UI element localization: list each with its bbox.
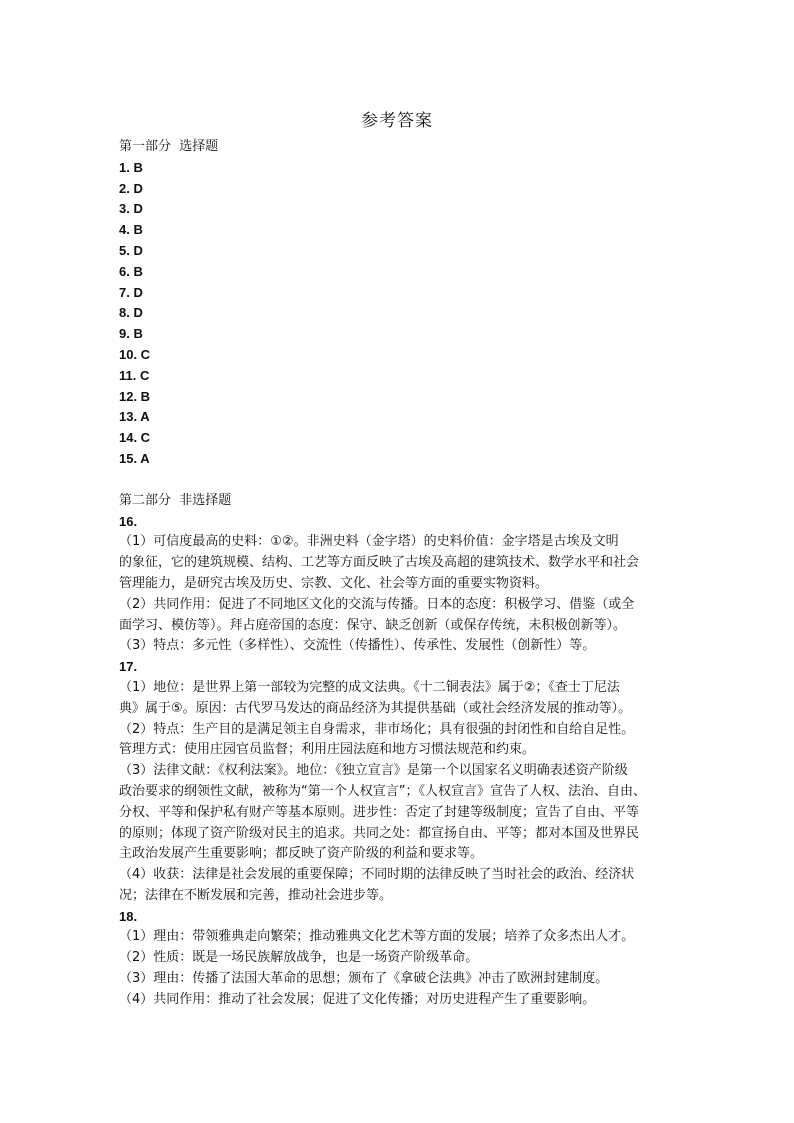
answer-line: 分权、平等和保护私有财产等基本原则。进步性：否定了封建等级制度；宣告了自由、平等 bbox=[119, 804, 640, 820]
question-number: 18. bbox=[119, 908, 138, 924]
choice-answer: 9. B bbox=[119, 326, 143, 342]
answer-line: （4）共同作用：推动了社会发展；促进了文化传播；对历史进程产生了重要影响。 bbox=[119, 991, 596, 1007]
choice-answer-list bbox=[119, 158, 679, 470]
part2-heading: 第二部分 非选择题 bbox=[119, 492, 232, 508]
answer-line: （2）共同作用：促进了不同地区文化的交流与传播。日本的态度：积极学习、借鉴（或全 bbox=[119, 596, 635, 612]
choice-answer: 13. A bbox=[119, 409, 150, 425]
choice-answer: 7. D bbox=[119, 284, 143, 300]
section-gap bbox=[119, 470, 679, 491]
answer-line: 典》属于⑤。原因：古代罗马发达的商品经济为其提供基础（或社会经济发展的推动等）。 bbox=[119, 700, 632, 716]
choice-answer: 6. B bbox=[119, 263, 143, 279]
answer-line: （4）收获：法律是社会发展的重要保障；不同时期的法律反映了当时社会的政治、经济状 bbox=[119, 867, 635, 883]
choice-answer: 12. B bbox=[119, 388, 151, 404]
answer-line: 的原则；体现了资产阶级对民主的追求。共同之处：都宣扬自由、平等；都对本国及世界民 bbox=[119, 825, 640, 841]
question-16 bbox=[119, 512, 679, 658]
question-17 bbox=[119, 657, 679, 907]
answer-line: （2）性质：既是一场民族解放战争，也是一场资产阶级革命。 bbox=[119, 950, 479, 966]
answer-line: （3）理由：传播了法国大革命的思想；颁布了《拿破仑法典》冲击了欧洲封建制度。 bbox=[119, 971, 609, 987]
answer-line: 管理能力，是研究古埃及历史、宗教、文化、社会等方面的重要实物资料。 bbox=[119, 575, 549, 591]
answer-content bbox=[119, 137, 679, 1011]
choice-answer: 11. C bbox=[119, 367, 150, 383]
question-number: 17. bbox=[119, 659, 138, 675]
choice-answer: 2. D bbox=[119, 180, 143, 196]
choice-answer: 10. C bbox=[119, 346, 151, 362]
choice-answer: 14. C bbox=[119, 430, 151, 446]
choice-answer: 3. D bbox=[119, 201, 143, 217]
answer-line: 况；法律在不断发展和完善，推动社会进步等。 bbox=[119, 887, 393, 903]
answer-line: 主政治发展产生重要影响；都反映了资产阶级的利益和要求等。 bbox=[119, 846, 484, 862]
question-number: 16. bbox=[119, 513, 138, 529]
answer-line: （2）特点：生产目的是满足领主自身需求，非市场化；具有很强的封闭性和自给自足性。 bbox=[119, 721, 635, 737]
answer-line: （1）理由：带领雅典走向繁荣；推动雅典文化艺术等方面的发展；培养了众多杰出人才。 bbox=[119, 929, 635, 945]
choice-answer: 4. B bbox=[119, 222, 143, 238]
choice-answer: 8. D bbox=[119, 305, 143, 321]
part1-heading: 第一部分 选择题 bbox=[119, 139, 219, 154]
page-title: 参考答案 bbox=[361, 111, 433, 131]
answer-line: （1）地位：是世界上第一部较为完整的成文法典。《十二铜表法》属于②；《查士丁尼法 bbox=[119, 679, 620, 695]
answer-line: 管理方式：使用庄园官员监督；利用庄园法庭和地方习惯法规范和约束。 bbox=[119, 742, 536, 758]
question-18 bbox=[119, 907, 679, 1011]
answer-line: （3）特点：多元性（多样性）、交流性（传播性）、传承性、发展性（创新性）等。 bbox=[119, 638, 596, 654]
choice-answer: 15. A bbox=[119, 450, 150, 466]
answer-line: 的象征，它的建筑规模、结构、工艺等方面反映了古埃及高超的建筑技术、数学水平和社会 bbox=[119, 555, 640, 571]
answer-line: 政治要求的纲领性文献，被称为“第一个人权宣言”；《人权宣言》宣告了人权、法治、自由、 bbox=[119, 783, 646, 799]
answer-line: （1）可信度最高的史料：①②。非洲史料（金字塔）的史料价值：金字塔是古埃及文明 bbox=[119, 534, 619, 550]
choice-answer: 1. B bbox=[119, 159, 143, 175]
choice-answer: 5. D bbox=[119, 242, 143, 258]
answer-line: （3）法律文献：《权利法案》。地位：《独立宣言》是第一个以国家名义明确表述资产阶级 bbox=[119, 763, 628, 779]
answer-line: 面学习、模仿等）。拜占庭帝国的态度：保守、缺乏创新（或保存传统，未积极创新等）。 bbox=[119, 617, 627, 633]
